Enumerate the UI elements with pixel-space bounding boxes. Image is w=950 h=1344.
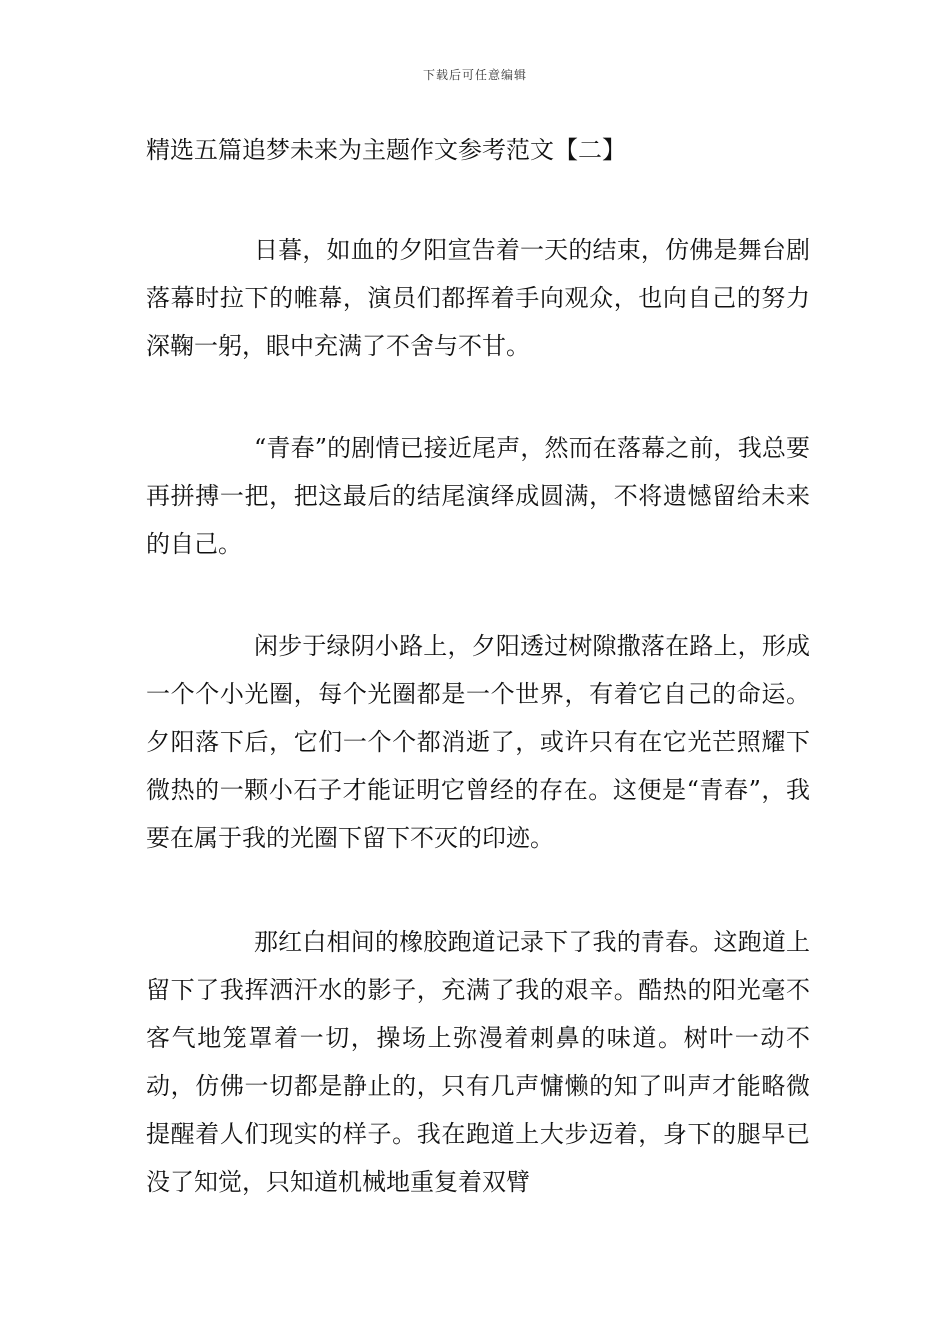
paragraph-2: “青春”的剧情已接近尾声，然而在落幕之前，我总要再拼搏一把，把这最后的结尾演绎成圆满，不将遗憾留给未来的自己。 bbox=[146, 434, 810, 558]
paragraph-4: 那红白相间的橡胶跑道记录下了我的青春。这跑道上留下了我挥洒汗水的影子，充满了我的艰辛。酷热的阳光毫不客气地笼罩着一切，操场上弥漫着刺鼻的味道。树叶一动不动，仿佛一切都是静止的，只有几声慵懒的知了叫声才能略微提醒着人们现实的样子。我在跑道上大步迈着，身下的腿早已没了知觉，只知道机械地重复着双臂 bbox=[146, 928, 810, 1196]
document-title: 精选五篇追梦未来为主题作文参考范文【二】 bbox=[146, 136, 626, 164]
paragraph-1: 日暮，如血的夕阳宣告着一天的结束，仿佛是舞台剧落幕时拉下的帷幕，演员们都挥着手向观众，也向自己的努力深鞠一躬，眼中充满了不舍与不甘。 bbox=[146, 236, 810, 360]
paragraph-3: 闲步于绿阴小路上，夕阳透过树隙撒落在路上，形成一个个小光圈，每个光圈都是一个世界，有着它自己的命运。夕阳落下后，它们一个个都消逝了，或许只有在它光芒照耀下微热的一颗小石子才能证明它曾经的存在。这便是“青春”，我要在属于我的光圈下留下不灭的印迹。 bbox=[146, 632, 810, 852]
header-note: 下载后可任意编辑 bbox=[422, 68, 527, 82]
